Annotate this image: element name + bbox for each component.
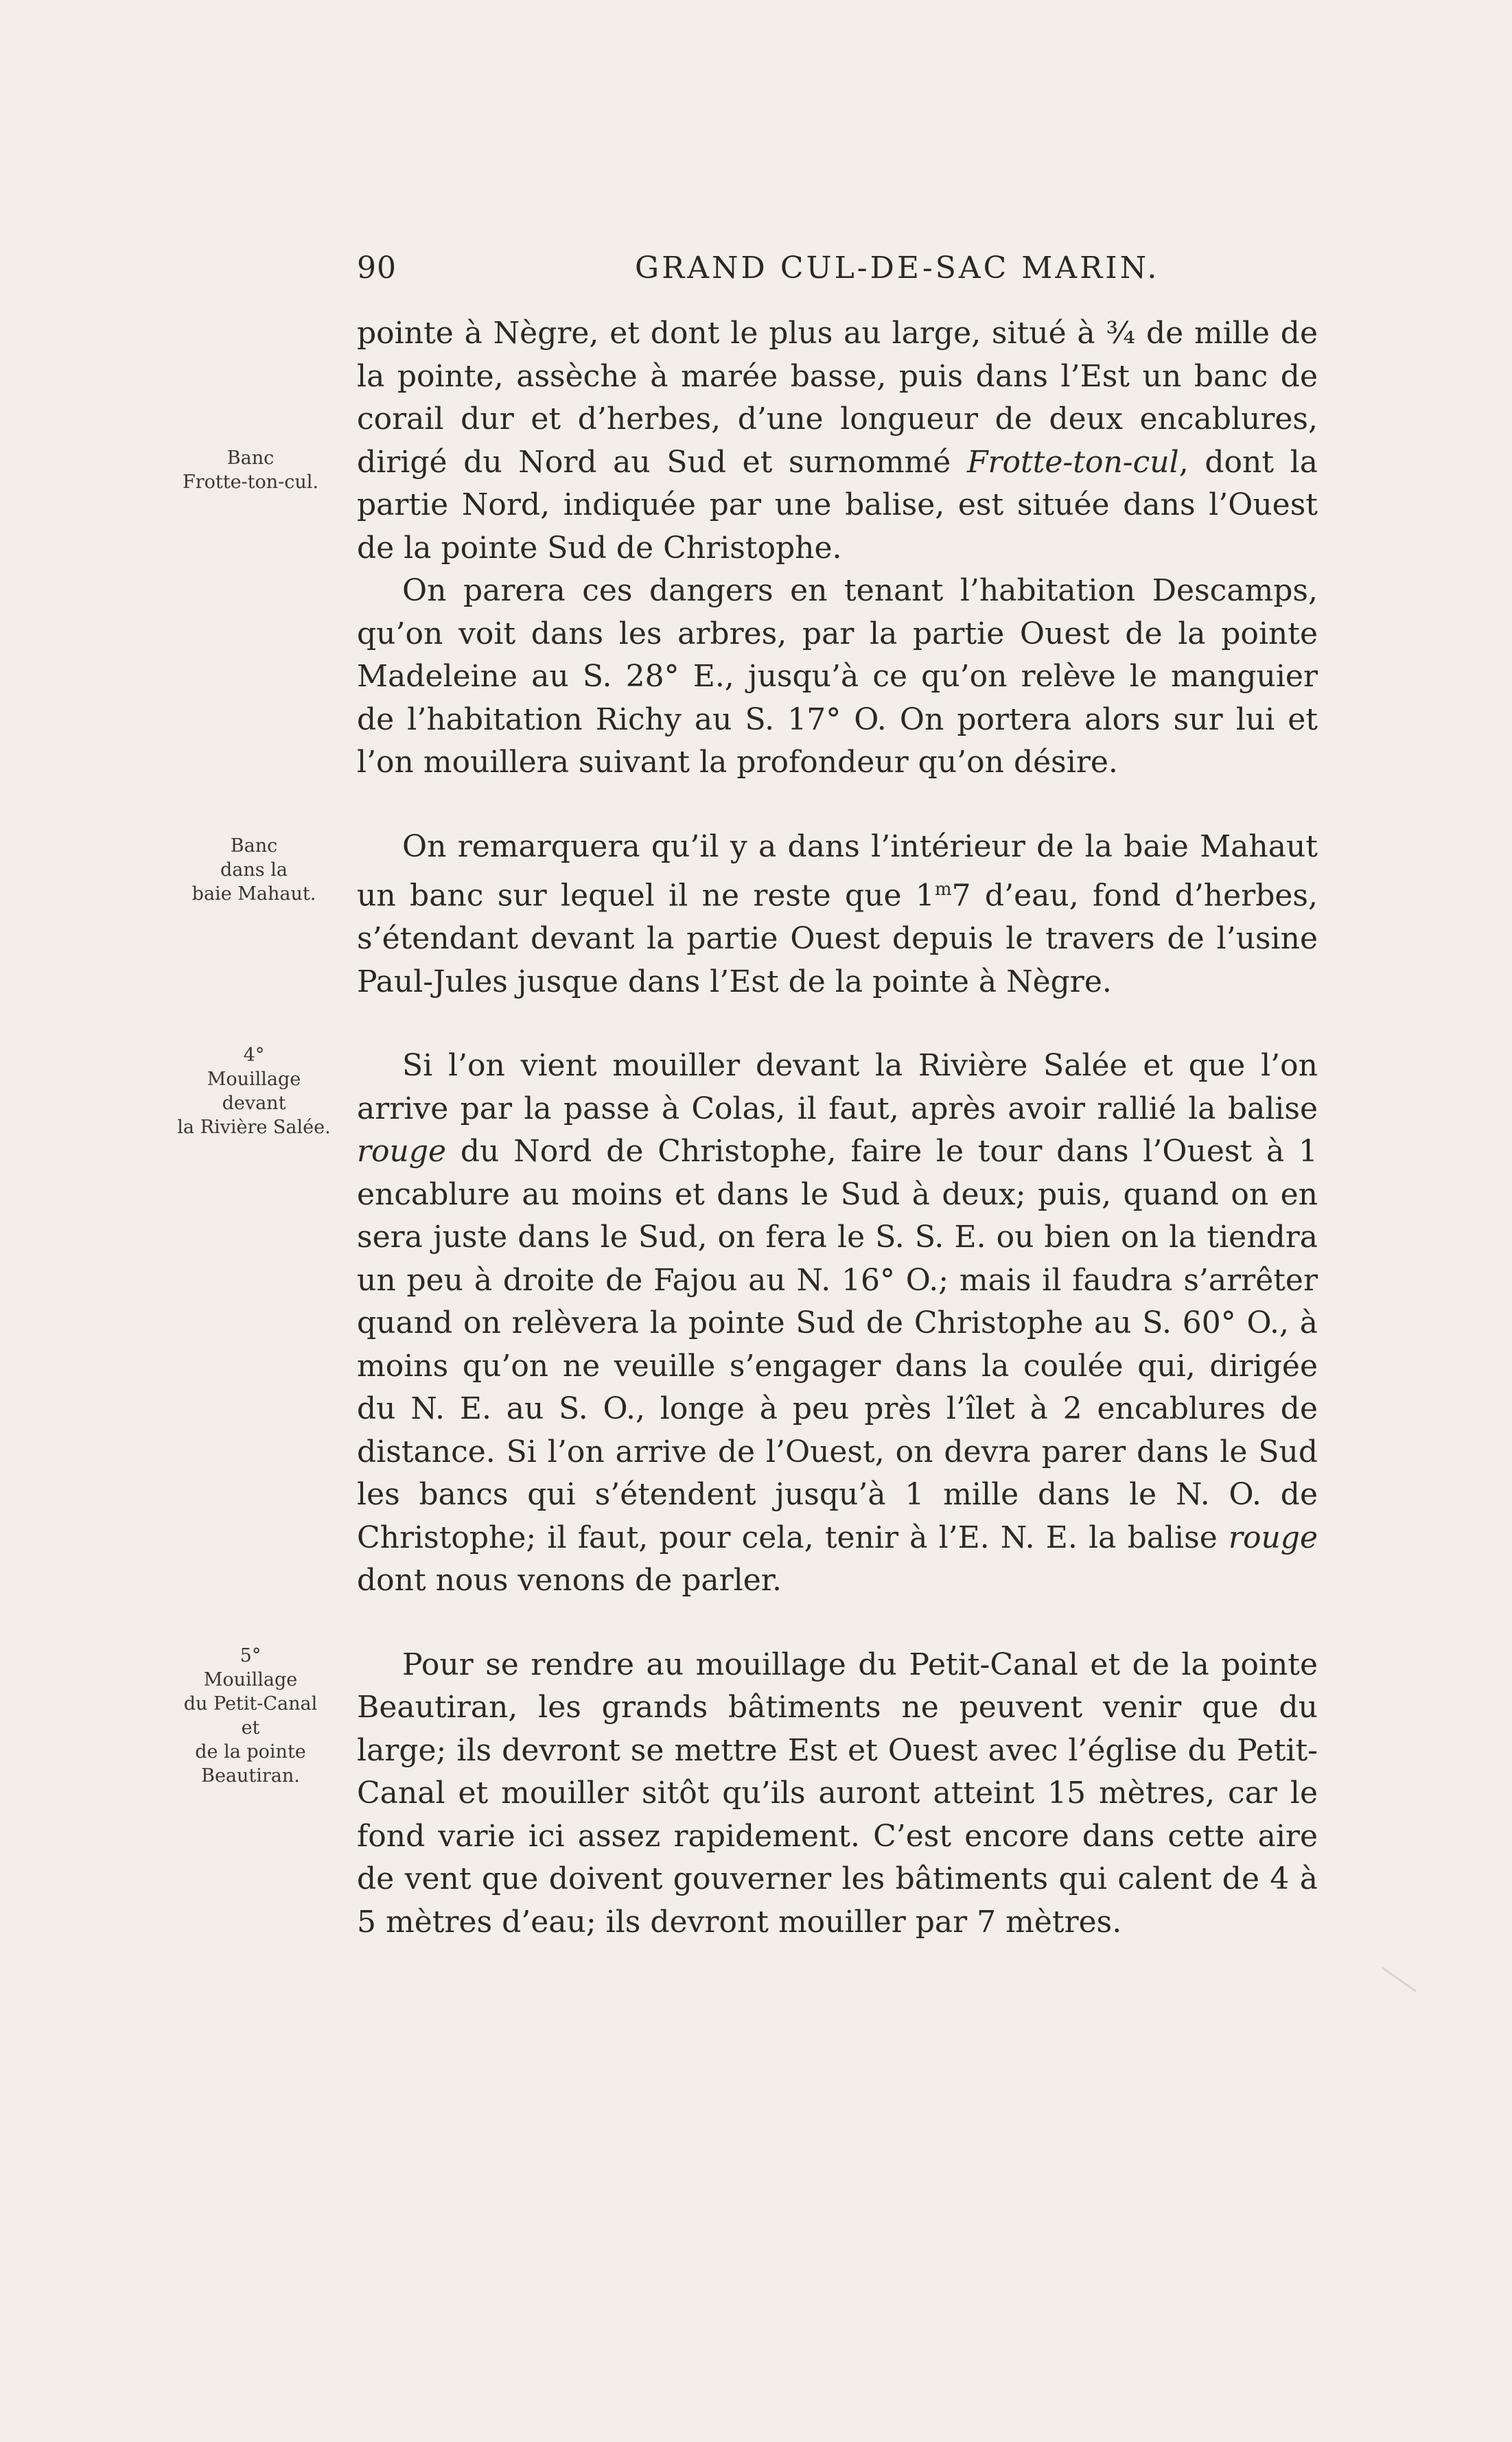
margin-note-line: Mouillage	[203, 1669, 298, 1690]
running-title: GRAND CUL-DE-SAC MARIN.	[635, 251, 1160, 286]
paragraph-baie-mahaut	[357, 826, 1318, 1004]
page-header	[357, 251, 1318, 292]
text-run: On remarquera qu’il y a dans l’intérieur de la baie Mahaut un banc sur lequel il ne reste que 1	[357, 828, 1318, 914]
italic-term: Frotte-ton-cul	[966, 444, 1179, 480]
paper-mark	[1370, 1967, 1417, 2009]
margin-note-line: Banc	[226, 447, 275, 469]
text-run: , dont la partie Nord, indiquée par une balise, est située dans l’Ouest de la pointe Sud de Christophe.	[357, 444, 1318, 566]
paragraph-riviere-salee	[357, 1045, 1318, 1603]
text-run: du Nord de Christophe, faire le tour dans l’Ouest à 1 encablure au moins et dans le Sud à deux; puis, quand on en sera juste dans le Sud, on fera le S. S. E. ou bien on la tiendra un peu à droite de Fajou au N. 16° O.; mais il faudra s’arrêter quand on relèvera la pointe Sud de Christophe au S. 60° O., à moins qu’on ne veuille s’engager dans la coulée qui, dirigée du N. E. au S. O., longe à peu près l’îlet à 2 encablures de distance. Si l’on arrive de l’Ouest, on devra parer dans le Sud les bancs qui s’étendent jusqu’à 1 mille dans le N. O. de Christophe; il faut, pour cela, tenir à l’E. N. E. la balise	[357, 1134, 1318, 1555]
margin-note-petit-canal	[172, 1644, 329, 1788]
margin-note-line: devant	[222, 1093, 286, 1114]
margin-note-line: la Rivière Salée.	[177, 1117, 331, 1138]
margin-note-line: Banc	[230, 835, 278, 857]
paragraph-descamps: On parera ces dangers en tenant l’habitation Descamps, qu’on voit dans les arbres, par la partie Ouest de la pointe Madeleine au S. 28° E., jusqu’à ce qu’on relève le manguier de l’habitation Richy au S. 17° O. On portera alors sur lui et l’on mouillera suivant la profondeur qu’on désire.	[357, 573, 1318, 780]
text-run: de mille de la pointe, assèche à marée basse, puis dans l’Est un banc de corail dur et d’herbes, d’une longueur de deux encablures, dirigé du Nord au Sud et surnommé	[357, 316, 1318, 480]
paragraph-frotte-ton-cul	[357, 312, 1318, 570]
body-text	[357, 312, 1318, 1944]
text-run: pointe à Nègre, et dont le plus au large, situé à	[357, 316, 1106, 351]
margin-note-line: baie Mahaut.	[191, 883, 316, 905]
superscript: m	[934, 879, 952, 900]
margin-note-line: et	[241, 1717, 260, 1739]
margin-note-line: du Petit-Canal	[183, 1693, 318, 1714]
margin-note-line: Mouillage	[207, 1069, 301, 1090]
margin-note-line: 4°	[243, 1045, 265, 1066]
margin-note-line: dans la	[220, 859, 288, 881]
text-run: 7 d’eau, fond d’herbes, s’étendant devant la partie Ouest depuis le travers de l’usine Paul-Jules jusque dans l’Est de la pointe à Nègre.	[357, 878, 1318, 999]
margin-note-line: 5°	[240, 1645, 261, 1666]
margin-note-line: Beautiran.	[201, 1765, 300, 1787]
margin-note-baie-mahaut	[175, 834, 333, 906]
margin-note-frotte-ton-cul	[172, 446, 329, 494]
fraction: ¾	[1106, 316, 1136, 351]
paragraph-petit-canal: Pour se rendre au mouillage du Petit-Canal et de la pointe Beautiran, les grands bâtiments ne peuvent venir que du large; ils devront se mettre Est et Ouest avec l’église du Petit-Canal et mouiller sitôt qu’ils auront atteint 15 mètres, car le fond varie ici assez rapidement. C’est encore dans cette aire de vent que doivent gouverner les bâtiments qui calent de 4 à 5 mètres d’eau; ils devront mouiller par 7 mètres.	[357, 1647, 1318, 1940]
margin-note-line: de la pointe	[195, 1741, 306, 1763]
margin-note-line: Frotte-ton-cul.	[182, 472, 319, 493]
text-run: Si l’on vient mouiller devant la Rivière Salée et que l’on arrive par la passe à Colas, il faut, après avoir rallié la balise	[357, 1048, 1318, 1126]
text-run: dont nous venons de parler.	[357, 1563, 782, 1598]
italic-term: rouge	[357, 1134, 447, 1170]
page-number: 90	[357, 251, 397, 286]
italic-term: rouge	[1228, 1520, 1318, 1555]
margin-note-riviere-salee	[175, 1043, 333, 1139]
